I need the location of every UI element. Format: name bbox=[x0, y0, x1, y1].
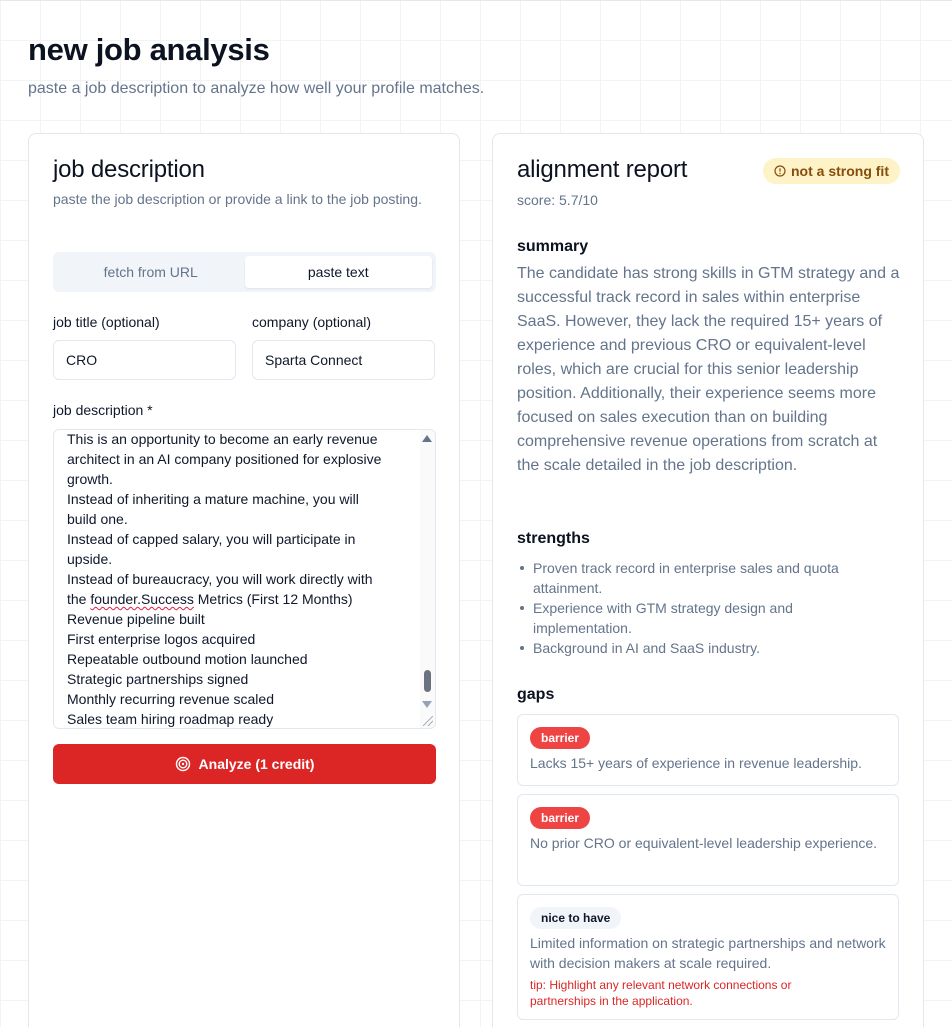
textarea-line: Instead of bureaucracy, you will work directly with bbox=[67, 571, 373, 587]
job-description-label: job description * bbox=[53, 402, 153, 418]
strengths-heading: strengths bbox=[517, 530, 590, 547]
gap-tag-barrier: barrier bbox=[530, 807, 590, 829]
analyze-button[interactable] bbox=[53, 744, 436, 784]
textarea-line: Instead of capped salary, you will participate in bbox=[67, 531, 356, 547]
textarea-line: Strategic partnerships signed bbox=[67, 671, 249, 687]
textarea-line: First enterprise logos acquired bbox=[67, 631, 256, 647]
strength-item: Proven track record in enterprise sales and quota attainment. bbox=[533, 558, 893, 598]
textarea-line: growth. bbox=[67, 471, 113, 487]
gap-card bbox=[517, 714, 899, 786]
gap-text: Lacks 15+ years of experience in revenue leadership. bbox=[530, 755, 862, 771]
job-description-card bbox=[28, 133, 460, 1027]
textarea-line: the founder.Success Metrics (First 12 Months) bbox=[67, 591, 353, 607]
gap-tag-barrier: barrier bbox=[530, 727, 590, 749]
textarea-line: architect in an AI company positioned for explosive bbox=[67, 451, 382, 467]
page-title: new job analysis bbox=[28, 32, 270, 67]
input-mode-tabs bbox=[53, 252, 436, 292]
tab-paste-text[interactable]: paste text bbox=[245, 256, 433, 288]
textarea-line: Repeatable outbound motion launched bbox=[67, 651, 308, 667]
gaps-heading: gaps bbox=[517, 686, 555, 703]
strength-item: Experience with GTM strategy design and implementation. bbox=[533, 598, 893, 638]
scroll-thumb[interactable] bbox=[424, 670, 431, 692]
scroll-down-icon[interactable] bbox=[422, 701, 432, 708]
top-border bbox=[0, 0, 952, 1]
tab-fetch-from-url[interactable]: fetch from URL bbox=[103, 264, 198, 280]
gap-text: No prior CRO or equivalent-level leadership experience. bbox=[530, 835, 878, 851]
fit-status-badge bbox=[763, 158, 900, 184]
summary-text: The candidate has strong skills in GTM strategy and a successful track record in sales within enterprise SaaS. However, they lack the required 15+ years of experience and previous CRO or equivalent-level roles, which are crucial for this senior leadership position. Additionally, their experience seems more focused on sales execution than on building comprehensive revenue operations from scratch at the scale detailed in the job description. bbox=[517, 265, 900, 474]
gap-tip: tip: Highlight any relevant network connections or partnerships in the application. bbox=[530, 978, 792, 1008]
analyze-button-label: Analyze (1 credit) bbox=[198, 756, 315, 772]
job-description-textarea[interactable] bbox=[53, 429, 436, 729]
report-title: alignment report bbox=[517, 156, 688, 183]
strength-item: Background in AI and SaaS industry. bbox=[533, 638, 893, 658]
scroll-up-icon[interactable] bbox=[422, 435, 432, 442]
gap-tag-nice-to-have: nice to have bbox=[530, 907, 621, 929]
job-title-label: job title (optional) bbox=[53, 314, 160, 330]
textarea-line: upside. bbox=[67, 551, 113, 567]
textarea-content bbox=[67, 429, 417, 729]
job-title-input[interactable]: CRO bbox=[53, 340, 236, 380]
page-subtitle: paste a job description to analyze how well your profile matches. bbox=[28, 80, 485, 97]
textarea-scrollbar[interactable] bbox=[420, 430, 435, 728]
alignment-report-card bbox=[492, 133, 924, 1027]
gap-text: Limited information on strategic partnerships and network with decision makers at scale required. bbox=[530, 935, 886, 971]
textarea-line: Monthly recurring revenue scaled bbox=[67, 691, 274, 707]
textarea-line: Revenue pipeline built bbox=[67, 611, 205, 627]
resize-handle-icon[interactable] bbox=[423, 716, 433, 726]
card-title: job description bbox=[53, 156, 205, 183]
score-text: score: 5.7/10 bbox=[517, 192, 598, 208]
gap-card bbox=[517, 794, 899, 886]
textarea-line: build one. bbox=[67, 511, 128, 527]
company-input[interactable]: Sparta Connect bbox=[252, 340, 435, 380]
textarea-line: This is an opportunity to become an early revenue bbox=[67, 431, 378, 447]
strengths-list bbox=[533, 558, 893, 658]
card-description: paste the job description or provide a link to the job posting. bbox=[53, 191, 422, 207]
company-label: company (optional) bbox=[252, 314, 372, 330]
textarea-line: Sales team hiring roadmap ready bbox=[67, 711, 274, 727]
alert-circle-icon bbox=[774, 165, 786, 177]
spellcheck-mark: founder.Success bbox=[90, 591, 194, 607]
target-icon bbox=[175, 756, 191, 772]
gap-card bbox=[517, 894, 899, 1020]
summary-heading: summary bbox=[517, 238, 589, 255]
fit-status-label: not a strong fit bbox=[791, 163, 889, 179]
textarea-line: Instead of inheriting a mature machine, you will bbox=[67, 491, 359, 507]
